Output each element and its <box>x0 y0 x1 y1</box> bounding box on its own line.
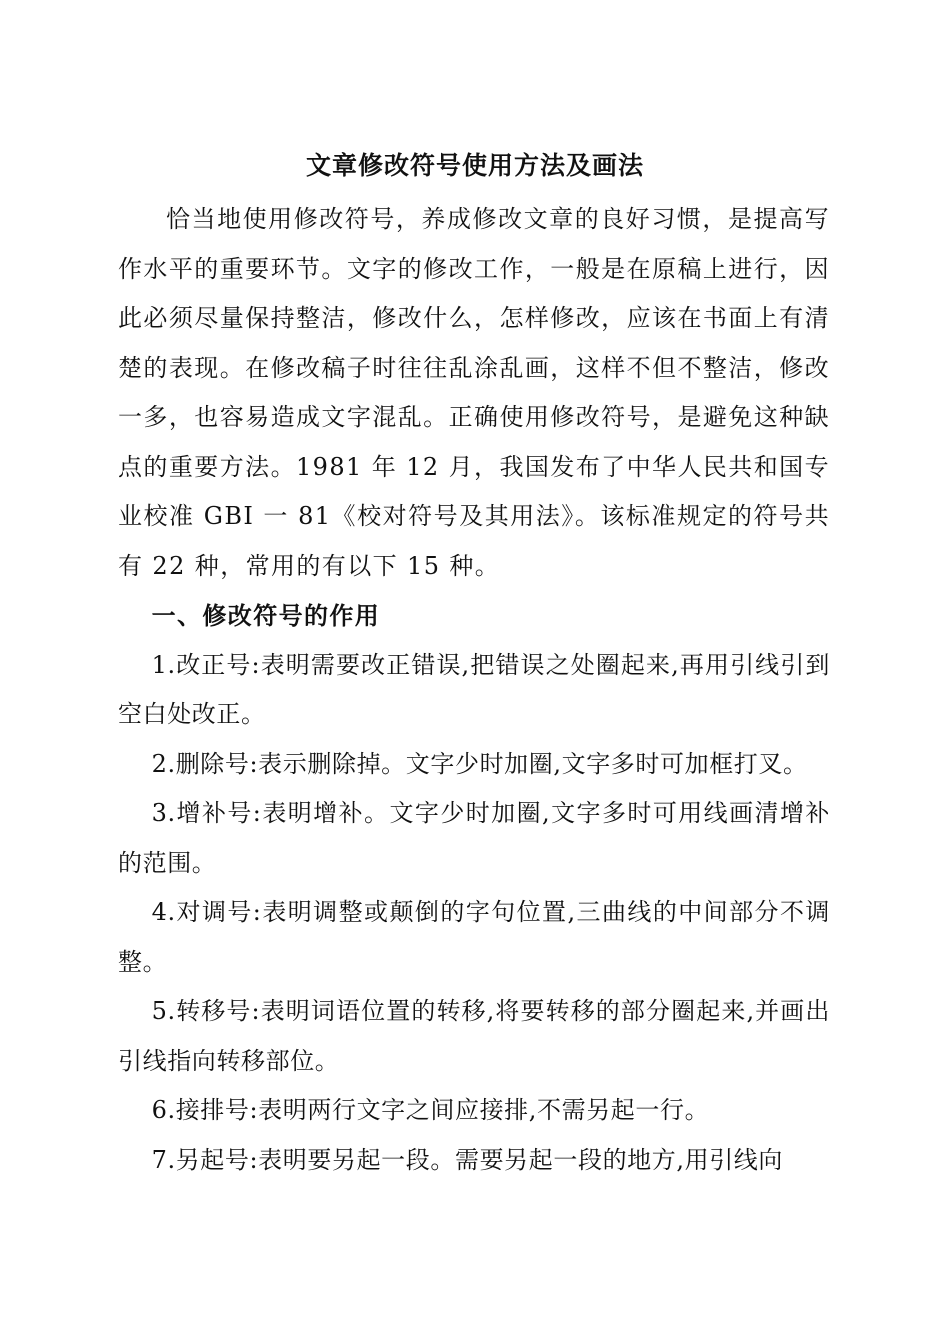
list-item: 6.接排号:表明两行文字之间应接排,不需另起一行。 <box>151 1096 710 1124</box>
list-item: 7.另起号:表明要另起一段。需要另起一段的地方,用引线向 <box>151 1145 784 1174</box>
section-heading: 一、修改符号的作用 <box>151 601 381 630</box>
list-item: 5.转移号:表明词语位置的转移,将要转移的部分圈起来,并画出引线指向转移部位。 <box>118 997 830 1075</box>
document-body <box>118 195 830 1185</box>
list-item: 3.增补号:表明增补。文字少时加圈,文字多时可用线画清增补的范围。 <box>118 799 830 877</box>
document-title: 文章修改符号使用方法及画法 <box>305 151 644 180</box>
list-item: 2.删除号:表示删除掉。文字少时加圈,文字多时可加框打叉。 <box>151 749 808 778</box>
list-item: 1.改正号:表明需要改正错误,把错误之处圈起来,再用引线引到空白处改正。 <box>118 650 830 728</box>
intro-paragraph: 恰当地使用修改符号，养成修改文章的良好习惯，是提高写作水平的重要环节。文字的修改工作，一般是在原稿上进行，因此必须尽量保持整洁，修改什么，怎样修改，应该在书面上有清楚的表现。在修改稿子时往往乱涂乱画，这样不但不整洁，修改一多，也容易造成文字混乱。正确使用修改符号，是避免这种缺点的重要方法。1981 年 12 月，我国发布了中华人民共和国专业校准 GBI 一 81《校对符号及其用法》。该标准规定的符号共有 22 种，常用的有以下 15 种。 <box>118 205 830 580</box>
list-item: 4.对调号:表明调整或颠倒的字句位置,三曲线的中间部分不调整。 <box>118 898 830 976</box>
